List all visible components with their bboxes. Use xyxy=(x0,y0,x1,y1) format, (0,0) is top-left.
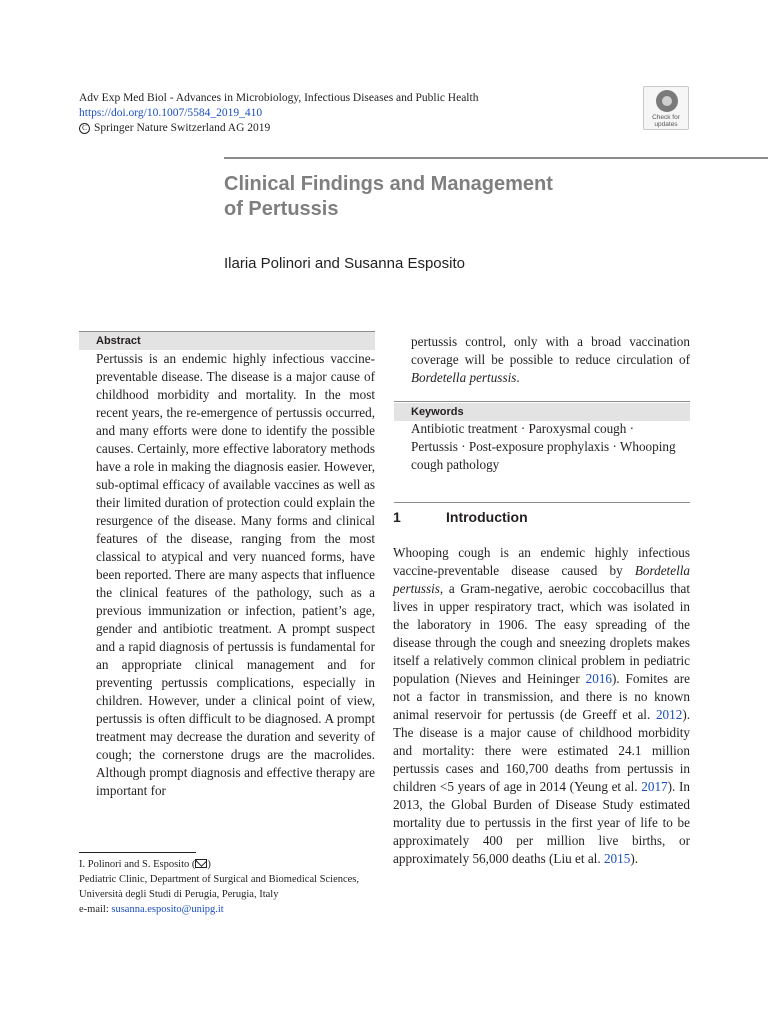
intro-text-3: ). Fomites are not a factor in transmission, and there is no known animal reservoir for pertussis (de Greeff et al. xyxy=(393,671,690,722)
footnote-email-line xyxy=(79,902,379,917)
abstract-heading: Abstract xyxy=(79,332,375,350)
paper-title xyxy=(224,172,644,222)
intro-italic-species: Bordetella pertussis xyxy=(393,563,690,596)
intro-text-4: ). The disease is a major cause of childhood morbidity and mortality: there were estimated 24.1 million pertussis cases and 160,700 deaths from pertussis in children <5 years of age in 2014 (Yeung et al. xyxy=(393,707,691,794)
intro-body xyxy=(393,544,690,868)
badge-line-1: Check for xyxy=(652,114,680,121)
badge-label xyxy=(644,114,688,128)
journal-line: Adv Exp Med Biol - Advances in Microbiology, Infectious Diseases and Public Health xyxy=(79,92,479,104)
keywords-heading: Keywords xyxy=(394,403,690,421)
abstract-continuation-end: . xyxy=(516,370,520,385)
abstract-text: Pertussis is an endemic highly infectious vaccine-preventable disease. The disease is a major cause of childhood morbidity and mortality. In the most recent years, the re-emergence of pertussis occurred, and many efforts were done to identify the possible causes. Certainly, more effective laboratory methods have a role in making the diagnosis easier. However, sub-optimal efficacy of available vaccines as well as their limited duration of protection could explain the resurgence of the disease. Many forms and clinical features of the disease, ranging from the most classical to atypical and very nuanced forms, have been reported. There are many aspects that influence the clinical features of the pathology, such as a previous immunization or infection, patient’s age, gender and antibiotic treatment. A prompt suspect and a rapid diagnosis of pertussis is fundamental for an appropriate clinical management and for preventing pertussis complications, especially in children. However, under a clinical point of view, pertussis is often difficult to be diagnosed. A prompt treatment may decrease the duration and severity of cough; the cornerstone drugs are the macrolides. Although prompt diagnosis and effective therapy are important for xyxy=(96,351,375,798)
footnote-rule xyxy=(79,852,196,853)
title-line-2: of Pertussis xyxy=(224,198,339,220)
section-number: 1 xyxy=(393,509,401,525)
abstract-continuation-text: pertussis control, only with a broad vaccination coverage will be possible to reduce circulation of xyxy=(411,334,690,367)
citation-link[interactable]: 2012 xyxy=(655,707,683,722)
title-line-1: Clinical Findings and Management xyxy=(224,173,553,195)
email-label: e-mail: xyxy=(79,904,112,915)
copyright-line xyxy=(79,121,478,136)
header-rule xyxy=(224,157,768,159)
envelope-icon xyxy=(195,859,207,868)
footnote xyxy=(79,857,379,917)
authors: Ilaria Polinori and Susanna Esposito xyxy=(224,255,465,272)
section-title: Introduction xyxy=(446,509,528,525)
intro-rule xyxy=(394,502,690,503)
intro-text-5: ). In 2013, the Global Burden of Disease Study estimated mortality due to pertussis in the first year of life to be approximately 400 per million live births, or approximately 56,000 deaths (Liu et al. xyxy=(393,779,690,866)
citation-link[interactable]: 2016 xyxy=(585,671,612,686)
copyright-text: Springer Nature Switzerland AG 2019 xyxy=(94,122,271,134)
keywords-rule xyxy=(394,401,690,402)
abstract-continuation-italic: Bordetella pertussis xyxy=(411,370,517,385)
footnote-authors xyxy=(79,857,379,872)
intro-paragraph xyxy=(393,544,690,868)
check-for-updates-badge[interactable] xyxy=(643,86,689,130)
journal-info xyxy=(79,91,478,136)
intro-text-2: , a Gram-negative, aerobic coccobacillus that lives in upper respiratory tract, which was isolated in the laboratory in 1906. The easy spreading of the disease through the cough and sneezing droplets makes itself a relatively common clinical problem in pediatric population (Nieves and Heininger xyxy=(393,581,690,686)
keywords-text: Antibiotic treatment · Paroxysmal cough · Pertussis · Post-exposure prophylaxis · Whooping cough pathology xyxy=(411,421,676,472)
citation-link[interactable]: 2015 xyxy=(603,851,631,866)
crossmark-icon xyxy=(656,90,678,112)
footnote-affiliation: Pediatric Clinic, Department of Surgical and Biomedical Sciences, Università degli Studi di Perugia, Perugia, Italy xyxy=(79,874,360,900)
intro-text-1: Whooping cough is an endemic highly infectious vaccine-preventable disease caused by xyxy=(393,545,690,578)
abstract-continuation xyxy=(411,333,690,387)
footnote-names-end: ) xyxy=(207,859,211,870)
badge-line-2: updates xyxy=(654,121,678,128)
email-link[interactable]: susanna.esposito@unipg.it xyxy=(111,904,224,915)
footnote-names: I. Polinori and S. Esposito ( xyxy=(79,859,196,870)
citation-link[interactable]: 2017 xyxy=(641,779,668,794)
doi-link[interactable]: https://doi.org/10.1007/5584_2019_410 xyxy=(79,107,263,119)
intro-text-6: ). xyxy=(630,851,639,866)
copyright-icon: C xyxy=(79,123,90,134)
abstract-body xyxy=(96,350,375,800)
keywords-body xyxy=(411,420,676,474)
